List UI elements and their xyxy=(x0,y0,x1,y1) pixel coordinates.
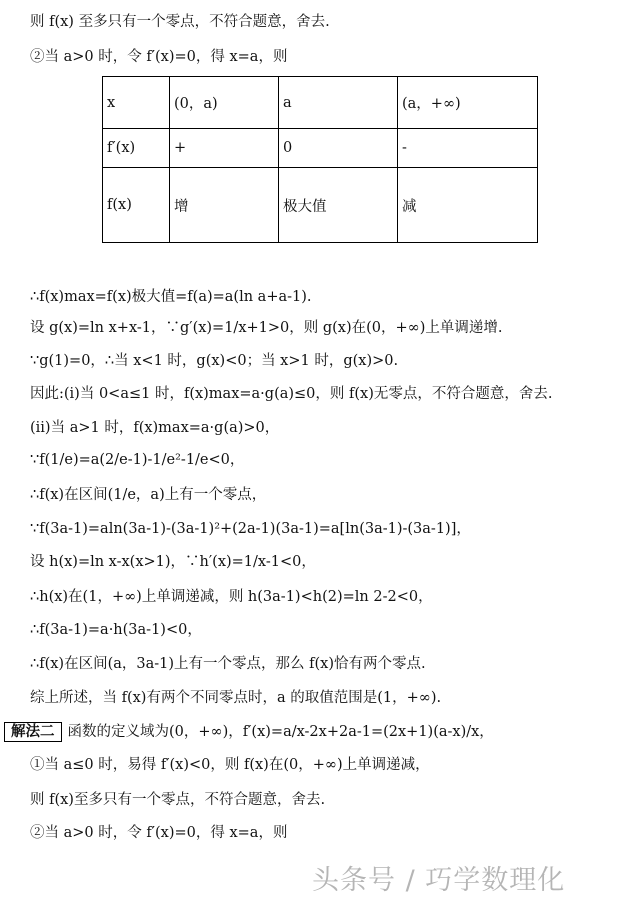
table-row xyxy=(103,168,538,243)
table-cell: 增 xyxy=(170,168,279,243)
solution-line: 设 h(x)=ln x-x(x>1)，∵h′(x)=1/x-1<0， xyxy=(30,554,316,570)
table-cell: + xyxy=(170,129,279,168)
solution-line: ∵g(1)=0，∴当 x<1 时，g(x)<0；当 x>1 时，g(x)>0. xyxy=(30,353,399,369)
solution-line: ∴f(x)max=f(x)极大值=f(a)=a(ln a+a-1). xyxy=(30,289,312,305)
table-cell: x xyxy=(103,77,170,129)
watermark: 头条号 / 巧学数理化 xyxy=(312,865,566,896)
solution-line: 综上所述，当 f(x)有两个不同零点时，a 的取值范围是(1，+∞). xyxy=(30,690,442,706)
table-cell: a xyxy=(279,77,398,129)
solution-line: (ⅱ)当 a>1 时，f(x)max=a·g(a)>0， xyxy=(30,420,280,436)
table-row xyxy=(103,129,538,168)
table-cell: (0，a) xyxy=(170,77,279,129)
sign-table xyxy=(102,76,538,243)
solution-line: 因此:(ⅰ)当 0<a≤1 时，f(x)max=a·g(a)≤0，则 f(x)无零点，不符合题意，舍去. xyxy=(30,386,553,402)
solution-line: ∴f(x)在区间(1/e，a)上有一个零点， xyxy=(30,487,267,503)
solution-line: ∵f(1/e)=a(2/e-1)-1/e²-1/e<0， xyxy=(30,452,245,468)
table-cell: 极大值 xyxy=(279,168,398,243)
line-2: ②当 a>0 时，令 f′(x)=0，得 x=a，则 xyxy=(30,49,288,65)
solution-line: ∴f(3a-1)=a·h(3a-1)<0， xyxy=(30,622,202,638)
solution-line: ②当 a>0 时，令 f′(x)=0，得 x=a，则 xyxy=(30,825,288,841)
line-1: 则 f(x) 至多只有一个零点，不符合题意，舍去. xyxy=(30,14,330,30)
table-cell: - xyxy=(398,129,538,168)
method-text: 函数的定义域为(0，+∞)，f′(x)=a/x-2x+2a-1=(2x+1)(a-x)/x， xyxy=(67,724,494,740)
solution-line: 则 f(x)至多只有一个零点，不符合题意，舍去. xyxy=(30,792,326,808)
solution-line: ∴h(x)在(1，+∞)上单调递减，则 h(3a-1)<h(2)=ln 2-2<0， xyxy=(30,589,433,605)
table-cell: f′(x) xyxy=(103,129,170,168)
solution-line: ∴f(x)在区间(a，3a-1)上有一个零点，那么 f(x)恰有两个零点. xyxy=(30,656,426,672)
table-cell: 减 xyxy=(398,168,538,243)
method-two-line xyxy=(11,722,494,742)
solution-line: ①当 a≤0 时，易得 f′(x)<0，则 f(x)在(0，+∞)上单调递减， xyxy=(30,757,430,773)
table-cell: 0 xyxy=(279,129,398,168)
solution-line: ∵f(3a-1)=aln(3a-1)-(3a-1)²+(2a-1)(3a-1)=a[ln(3a-1)-(3a-1)]， xyxy=(30,521,471,537)
table-cell: f(x) xyxy=(103,168,170,243)
method-label: 解法二 xyxy=(4,722,62,742)
solution-line: 设 g(x)=ln x+x-1，∵g′(x)=1/x+1>0，则 g(x)在(0，+∞)上单调递增. xyxy=(30,320,503,336)
table-cell: (a，+∞) xyxy=(398,77,538,129)
table-row xyxy=(103,77,538,129)
